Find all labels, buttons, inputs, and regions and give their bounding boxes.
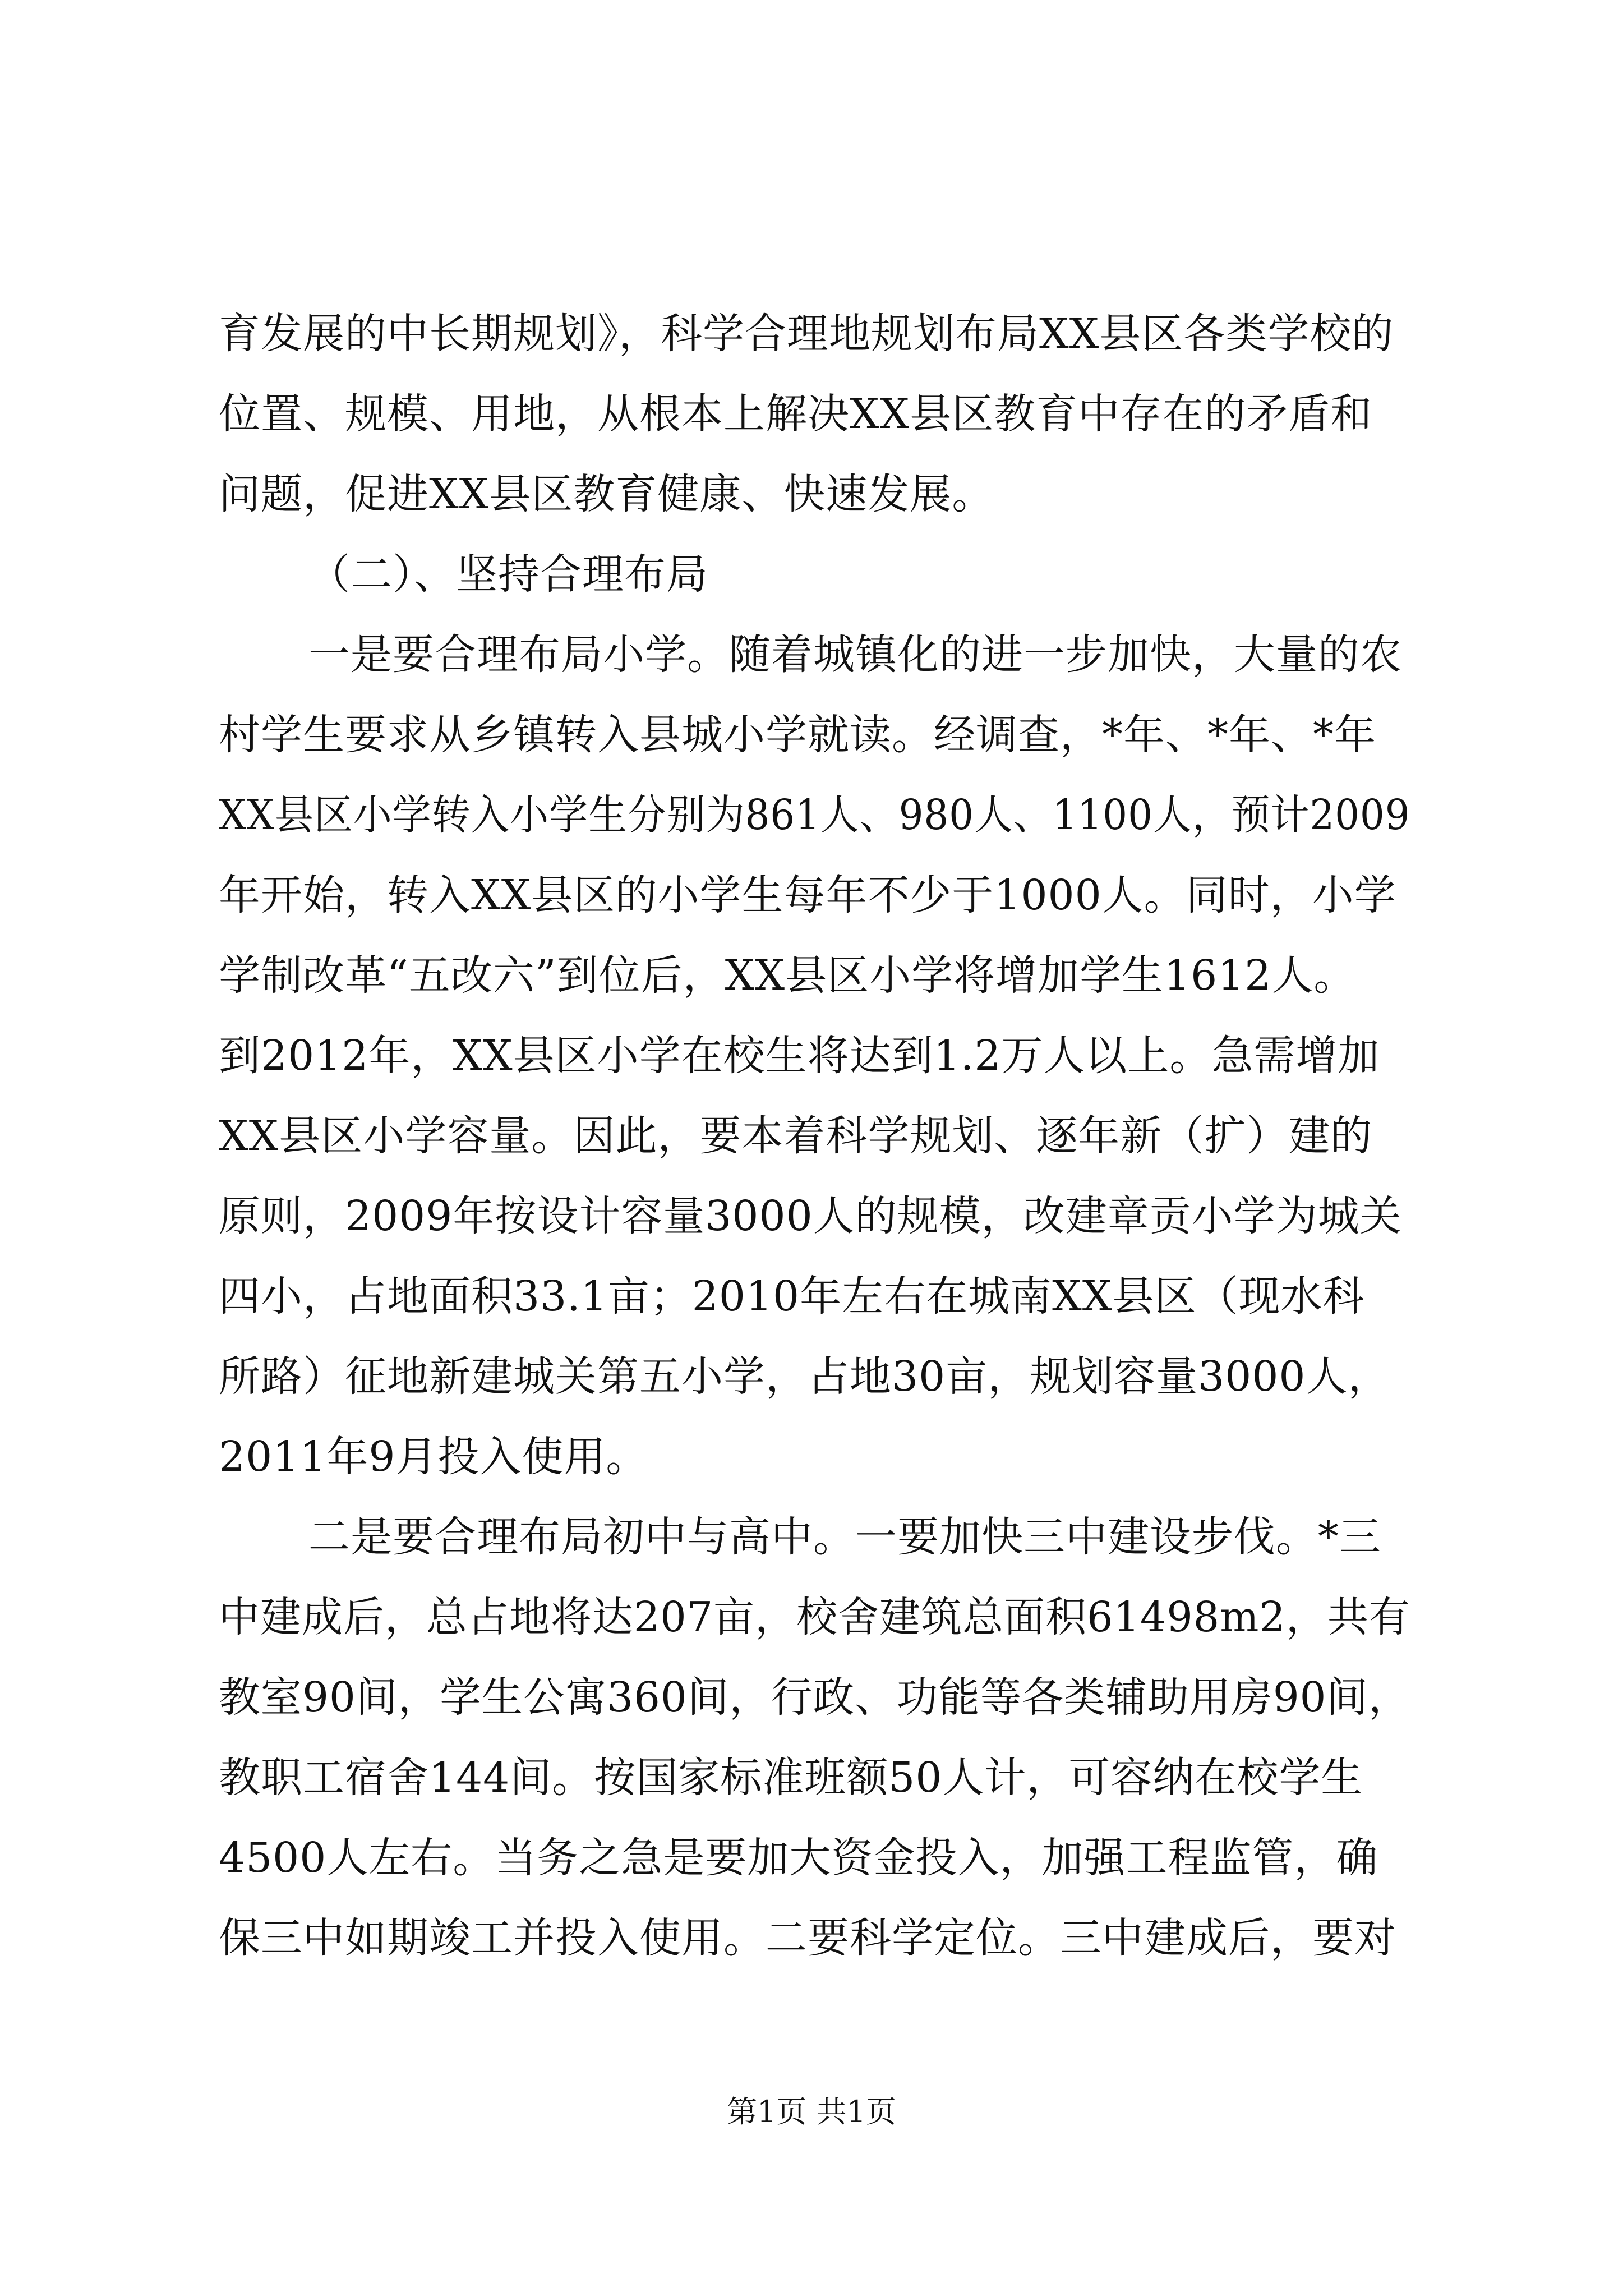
text-line: XX县区小学容量。因此，要本着科学规划、逐年新（扩）建的 <box>219 1112 1373 1160</box>
section-heading: （二）、坚持合理布局 <box>308 550 708 599</box>
text-line: 所路）征地新建城关第五小学，占地30亩，规划容量3000人， <box>219 1352 1390 1401</box>
text-line: 四小，占地面积33.1亩；2010年左右在城南XX县区（现水科 <box>219 1272 1365 1320</box>
text-line: 原则，2009年按设计容量3000人的规模，改建章贡小学为城关 <box>219 1192 1402 1240</box>
paragraph-start: 一是要合理布局小学。随着城镇化的进一步加快，大量的农 <box>308 631 1402 679</box>
text-line: 2011年9月投入使用。 <box>219 1433 648 1481</box>
text-line: 育发展的中长期规划》，科学合理地规划布局XX县区各类学校的 <box>219 310 1394 358</box>
text-line: 位置、规模、用地，从根本上解决XX县区教育中存在的矛盾和 <box>219 390 1373 438</box>
text-line: 中建成后，总占地将达207亩，校舍建筑总面积61498m2，共有 <box>219 1593 1410 1641</box>
text-line: 保三中如期竣工并投入使用。二要科学定位。三中建成后，要对 <box>219 1914 1396 1962</box>
text-line: 教室90间，学生公寓360间，行政、功能等各类辅助用房90间， <box>219 1673 1410 1722</box>
text-line: 到2012年，XX县区小学在校生将达到1.2万人以上。急需增加 <box>219 1032 1380 1080</box>
text-line: 问题，促进XX县区教育健康、快速发展。 <box>219 470 994 518</box>
text-line: XX县区小学转入小学生分别为861人、980人、1100人，预计2009 <box>219 791 1410 839</box>
text-line: 4500人左右。当务之急是要加大资金投入，加强工程监管，确 <box>219 1834 1378 1882</box>
paragraph-start: 二是要合理布局初中与高中。一要加快三中建设步伐。*三 <box>308 1513 1381 1561</box>
text-line: 学制改革“五改六”到位后，XX县区小学将增加学生1612人。 <box>219 951 1356 1000</box>
text-line: 年开始，转入XX县区的小学生每年不少于1000人。同时，小学 <box>219 871 1396 919</box>
text-line: 村学生要求从乡镇转入县城小学就读。经调查，*年、*年、*年 <box>219 711 1376 759</box>
text-line: 教职工宿舍144间。按国家标准班额50人计，可容纳在校学生 <box>219 1754 1363 1802</box>
page-footer: 第1页 共1页 <box>727 2094 896 2129</box>
